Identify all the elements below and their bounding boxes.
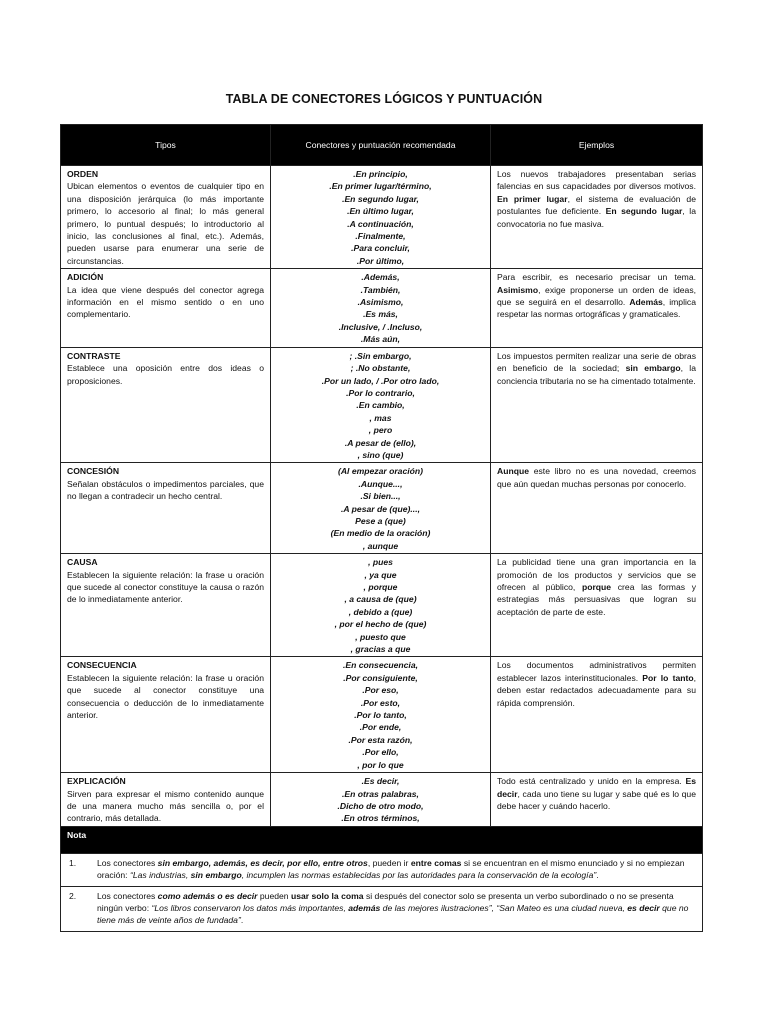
connector-item: .Para concluir, [351,243,410,254]
connector-item: , por el hecho de (que) [334,619,427,630]
connector-item: Pese a (que) [355,515,406,526]
connectors-cell [271,773,491,827]
category-label: ADICIÓN [67,272,104,283]
example-cell [491,269,703,347]
connector-item: , debido a (que) [348,606,413,617]
type-cell [61,269,271,347]
table-row [61,657,703,773]
table-row [61,166,703,269]
example-connector: Además [629,297,663,308]
connector-item: .También, [360,284,401,295]
example-text: La publicidad tiene una gran importancia en la promoción de los productos y servicios que se ofrecen al público, [497,557,696,592]
connector-item: .Asimismo, [357,297,404,308]
example-text: , implica respetar las normas ortográficas y gramaticales. [497,297,696,320]
example-text: , exige proponerse un orden de ideas, que se seguirá en el desarrollo. [497,284,696,308]
type-cell [61,347,271,463]
table-row [61,347,703,463]
example-cell [491,347,703,463]
category-label: CONSECUENCIA [67,660,137,671]
category-label: EXPLICACIÓN [67,776,126,787]
connector-item: .Es decir, [361,776,400,787]
connector-item: .Por esta razón, [348,734,413,745]
table-row [61,773,703,827]
example-connector: porque [581,582,612,592]
example-text: este libro no es una novedad, creemos que aún quedan muchas personas por conocerlo. [497,466,696,489]
category-description: Sirven para expresar el mismo contenido aunque de una manera mucho más sencilla o, por el contrario, más detallada. [67,788,264,824]
note-fragment: “Los libros conservaron los datos más importantes, [151,902,349,913]
category-label: ORDEN [67,169,99,179]
table-header-row [61,125,703,166]
example-cell [491,166,703,269]
connector-item: .Aunque..., [358,478,403,489]
connectors-cell [271,554,491,657]
category-description: La idea que viene después del conector agrega información en el mismo sentido o en uno complementario. [67,284,264,320]
connector-item: , ya que [364,569,397,580]
connector-item: .En segundo lugar, [342,193,419,204]
connector-item: .Dicho de otro modo, [337,800,424,811]
example-connector: Asimismo [497,284,539,295]
connector-item: , aunque [362,540,399,551]
example-cell [491,463,703,554]
note-fragment: de las mejores ilustraciones”, “San Mateo es una ciudad nueva, [380,902,628,913]
connector-item: .En cambio, [356,400,405,411]
note-fragment: . [240,915,244,926]
note-fragment: si después del conector solo se presenta un verbo subordinado o no se presenta ningún verbo: [97,890,674,913]
note-row [61,853,703,886]
category-description: Establecen la siguiente relación: la frase u oración que sucede al conector constituye una consecuencia o deducción de lo inmediatamente anterior. [67,672,264,721]
table-row [61,554,703,657]
page-title: TABLA DE CONECTORES LÓGICOS Y PUNTUACIÓN [225,92,543,106]
connector-item: (En medio de la oración) [330,528,431,539]
example-connector: Es decir [497,776,696,799]
category-description: Señalan obstáculos o impedimentos parciales, que no llegan a contradecir un hecho central. [67,478,264,502]
category-description: Ubican elementos o eventos de cualquier tipo en una disposición jerárquica (lo más importante primero, lo accesorio al final; lo más general primero, lo puntual después; lo introductorio al inicio, las conclusiones al final, etc.). Además, pueden usarse para enumerar una serie de circunstancias. [67,181,264,266]
category-label: CONCESIÓN [67,466,120,477]
note-text [97,890,696,927]
note-fragment: si se encuentran en el mismo enunciado y si no empiezan oración: [97,857,685,881]
note-fragment: como además o es decir [157,890,258,901]
note-fragment: . [596,870,599,881]
connector-item: .En último lugar, [347,206,414,217]
connector-item: .Por un lado, / .Por otro lado, [321,375,440,386]
nota-header-row [61,826,703,853]
connector-item: .Por lo contrario, [346,387,415,398]
note-number: 2. [69,890,77,901]
connector-item: , gracias a que [350,644,411,655]
example-connector: En segundo lugar [605,206,683,217]
example-text: Los impuestos permiten realizar una serie de obras en beneficio de la sociedad; [497,350,696,374]
category-description: Establece una oposición entre dos ideas o proposiciones. [67,363,264,386]
nota-label: Nota [61,826,703,853]
connector-item: .Por esto, [360,697,401,708]
connector-item: .Además, [361,272,400,283]
example-connector: sin embargo [625,363,681,374]
type-cell [61,554,271,657]
connector-item: , sino (que) [357,449,404,460]
type-cell [61,166,271,269]
connector-item: .Si bien..., [360,491,401,502]
connector-item: .En otros términos, [341,813,420,824]
note-fragment: es decir [627,902,660,913]
note-fragment: , incumplen las normas establecidas por las autoridades para la conservación de la ecología” [241,870,597,881]
connector-item: .A pesar de (ello), [344,437,417,448]
connector-item: .Por ello, [362,747,399,758]
connector-item: .Finalmente, [355,231,406,242]
connector-item: ; .Sin embargo, [349,350,412,361]
connector-item: , puesto que [355,631,406,642]
example-text: crea las formas y estrategias más persuasivas que logran su aceptación de parte de este. [497,582,696,617]
connector-item: .Por último, [356,255,405,266]
type-cell [61,463,271,554]
category-description: Establecen la siguiente relación: la frase u oración que sucede al conector constituye la causa o razón de lo inmediatamente anterior. [67,569,264,605]
connectors-cell [271,463,491,554]
note-number: 1. [69,857,77,868]
note-fragment: usar solo la coma [290,890,364,901]
example-cell [491,657,703,773]
header-ejemplos: Ejemplos [491,125,703,166]
note-cell [61,853,703,886]
example-text: , deben estar redactados adecuadamente para su rápida comprensión. [497,672,696,708]
connector-item: .Por lo tanto, [354,710,407,721]
example-text: Los nuevos trabajadores presentaban serias falencias en sus capacidades por diversos motivos. [497,169,696,192]
connector-item: .En otras palabras, [342,788,419,799]
note-text [97,857,696,882]
connector-item: .Por ende, [359,722,402,733]
note-fragment: sin embargo [190,870,242,881]
connector-item: , a causa de (que) [344,594,417,605]
type-cell [61,773,271,827]
example-text: , la conciencia tributaria no se ha cimentado totalmente. [497,363,696,386]
connector-item: .En principio, [353,169,408,179]
example-text: , cada uno tiene su lugar y sabe qué es lo que debe hacer y cuándo hacerlo. [497,788,696,811]
connector-item: .Inclusive, / .Incluso, [338,321,423,332]
note-fragment: “Las industrias, [129,870,191,881]
table-row [61,463,703,554]
connector-item: .En primer lugar/término, [329,181,432,192]
example-cell [491,773,703,827]
connector-item: , mas [369,412,392,423]
note-fragment: pueden [257,890,291,901]
note-fragment: entre comas [410,857,462,868]
example-text: , la convocatoria no fue masiva. [497,206,696,229]
table-row [61,269,703,347]
connector-item: .Más aún, [360,334,401,345]
connectors-cell [271,166,491,269]
example-text: Los documentos administrativos permiten establecer lazos interinstitucionales. [497,660,696,683]
example-text: Todo está centralizado y unido en la empresa. [497,776,686,787]
connectors-cell [271,657,491,773]
example-connector: Por lo tanto [642,672,694,683]
note-row [61,886,703,931]
connector-item: , pues [368,557,393,568]
header-tipos: Tipos [61,125,271,166]
connector-item: .A pesar de (que)..., [341,503,420,514]
connector-item: .Es más, [363,309,398,320]
note-fragment: que no tiene más de veinte años de fundada” [97,902,689,926]
connector-item: ; .No obstante, [350,363,411,374]
connector-item: .Por eso, [362,685,399,696]
table-body [61,166,703,932]
example-cell [491,554,703,657]
note-fragment: además [348,902,381,913]
example-connector: Aunque [497,466,529,477]
connectors-cell [271,347,491,463]
example-text: , el sistema de evaluación de postulantes fue deficiente. [497,193,696,217]
note-cell [61,886,703,931]
note-fragment: , pueden ir [367,857,411,868]
connector-item: , porque [363,582,398,592]
connector-item: .En consecuencia, [343,660,418,671]
connector-item: .A continuación, [347,218,414,229]
category-label: CONTRASTE [67,350,121,361]
note-fragment: Los conectores [97,857,158,868]
example-text: Para escribir, es necesario precisar un tema. [497,272,696,283]
connector-item: , pero [368,425,393,436]
connectors-table [60,124,703,932]
note-fragment: Los conectores [97,890,158,901]
connectors-cell [271,269,491,347]
connector-item: (Al empezar oración) [337,466,423,477]
header-conectores: Conectores y puntuación recomendada [271,125,491,166]
note-fragment: sin embargo, además, es decir, por ello, entre otros [157,857,368,868]
connector-item: , por lo que [357,759,404,770]
type-cell [61,657,271,773]
example-connector: En primer lugar [497,193,568,204]
connector-item: .Por consiguiente, [343,672,418,683]
category-label: CAUSA [67,557,98,568]
